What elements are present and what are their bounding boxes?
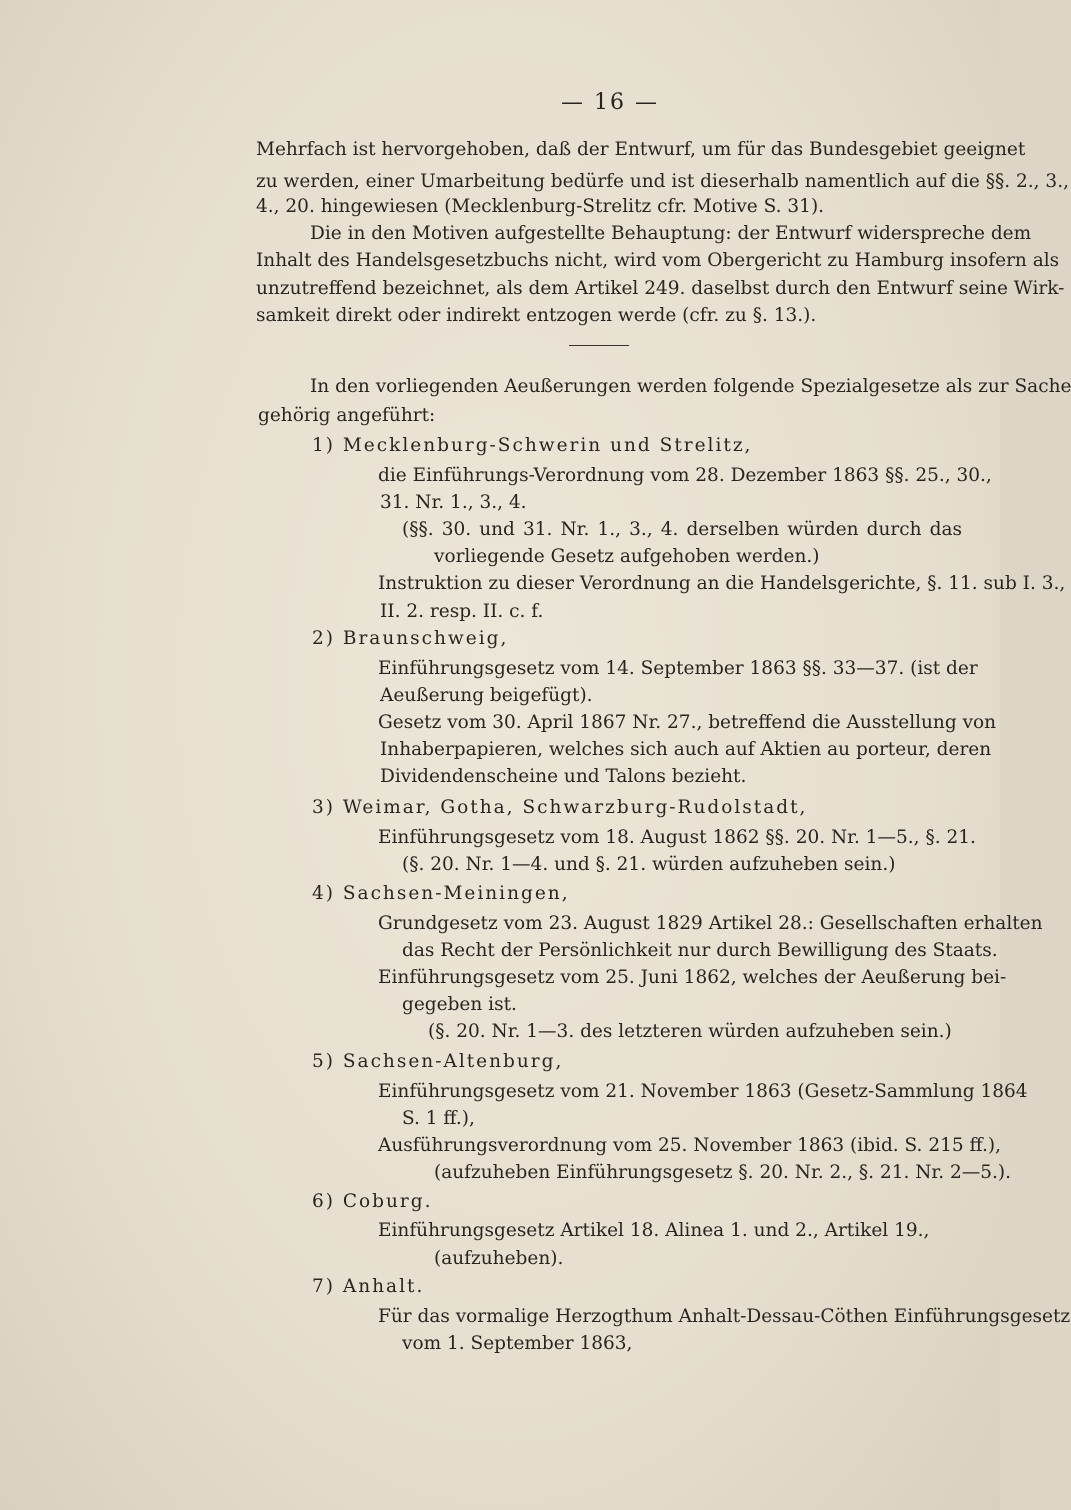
text-line: vorliegende Gesetz aufgehoben werden.) bbox=[434, 546, 820, 567]
text-line: (§§. 30. und 31. Nr. 1., 3., 4. derselben würden durch das bbox=[402, 519, 962, 540]
text-line: (aufzuheben Einführungsgesetz §. 20. Nr. 2., §. 21. Nr. 2—5.). bbox=[434, 1162, 1012, 1183]
text-line: das Recht der Persönlichkeit nur durch Bewilligung des Staats. bbox=[402, 940, 998, 961]
section-divider bbox=[569, 345, 629, 346]
text-line: Dividendenscheine und Talons bezieht. bbox=[380, 766, 747, 787]
text-line: Grundgesetz vom 23. August 1829 Artikel 28.: Gesellschaften erhalten bbox=[378, 913, 1043, 934]
list-item-heading: 4) Sachsen-Meiningen, bbox=[312, 883, 570, 904]
page-number: — 16 — bbox=[561, 90, 659, 115]
text-line: 31. Nr. 1., 3., 4. bbox=[380, 492, 527, 513]
text-line: (§. 20. Nr. 1—3. des letzteren würden aufzuheben sein.) bbox=[428, 1021, 952, 1042]
text-line: die Einführungs-Verordnung vom 28. Dezember 1863 §§. 25., 30., bbox=[378, 465, 992, 486]
list-item-heading: 7) Anhalt. bbox=[312, 1276, 425, 1297]
text-line: Instruktion zu dieser Verordnung an die Handelsgerichte, §. 11. sub I. 3., bbox=[378, 573, 1066, 594]
list-item-heading: 2) Braunschweig, bbox=[312, 628, 509, 649]
list-item-heading: 3) Weimar, Gotha, Schwarzburg-Rudolstadt, bbox=[312, 797, 808, 818]
list-item-heading: 6) Coburg. bbox=[312, 1191, 433, 1212]
text-line: Einführungsgesetz vom 14. September 1863 §§. 33—37. (ist der bbox=[378, 658, 978, 679]
text-line: Inhaberpapieren, welches sich auch auf Aktien au porteur, deren bbox=[380, 739, 992, 760]
list-item-heading: 1) Mecklenburg-Schwerin und Strelitz, bbox=[312, 435, 753, 456]
text-line: Aeußerung beigefügt). bbox=[380, 685, 593, 706]
text-line: gehörig angeführt: bbox=[258, 405, 436, 426]
text-line: Einführungsgesetz vom 18. August 1862 §§. 20. Nr. 1—5., §. 21. bbox=[378, 827, 976, 848]
text-line: (aufzuheben). bbox=[434, 1248, 564, 1269]
text-line: Einführungsgesetz Artikel 18. Alinea 1. und 2., Artikel 19., bbox=[378, 1220, 930, 1241]
text-line: II. 2. resp. II. c. f. bbox=[380, 601, 544, 622]
text-line: 4., 20. hingewiesen (Mecklenburg-Strelitz cfr. Motive S. 31). bbox=[256, 196, 825, 217]
text-line: gegeben ist. bbox=[402, 994, 517, 1015]
text-line: Einführungsgesetz vom 21. November 1863 (Gesetz-Sammlung 1864 bbox=[378, 1081, 1028, 1102]
text-line: Gesetz vom 30. April 1867 Nr. 27., betreffend die Ausstellung von bbox=[378, 712, 997, 733]
text-line: zu werden, einer Umarbeitung bedürfe und ist dieserhalb namentlich auf die §§. 2., 3., bbox=[256, 171, 1069, 192]
text-line: Inhalt des Handelsgesetzbuchs nicht, wird vom Obergericht zu Hamburg insofern als bbox=[256, 250, 1060, 271]
text-line: S. 1 ff.), bbox=[402, 1108, 475, 1129]
text-line: Mehrfach ist hervorgehoben, daß der Entwurf, um für das Bundesgebiet geeignet bbox=[256, 139, 1026, 160]
text-line: vom 1. September 1863, bbox=[402, 1333, 633, 1354]
text-line: Die in den Motiven aufgestellte Behauptung: der Entwurf widerspreche dem bbox=[310, 223, 1032, 244]
list-item-heading: 5) Sachsen-Altenburg, bbox=[312, 1051, 564, 1072]
text-line: Für das vormalige Herzogthum Anhalt-Dessau-Cöthen Einführungsgesetz bbox=[378, 1306, 1071, 1327]
text-line: samkeit direkt oder indirekt entzogen werde (cfr. zu §. 13.). bbox=[256, 305, 817, 326]
text-line: (§. 20. Nr. 1—4. und §. 21. würden aufzuheben sein.) bbox=[402, 854, 896, 875]
text-line: unzutreffend bezeichnet, als dem Artikel 249. daselbst durch den Entwurf seine Wirk- bbox=[256, 278, 1065, 299]
text-line: Ausführungsverordnung vom 25. November 1863 (ibid. S. 215 ff.), bbox=[378, 1135, 1001, 1156]
text-line: In den vorliegenden Aeußerungen werden folgende Spezialgesetze als zur Sache bbox=[310, 376, 1071, 397]
text-line: Einführungsgesetz vom 25. Juni 1862, welches der Aeußerung bei- bbox=[378, 967, 1007, 988]
